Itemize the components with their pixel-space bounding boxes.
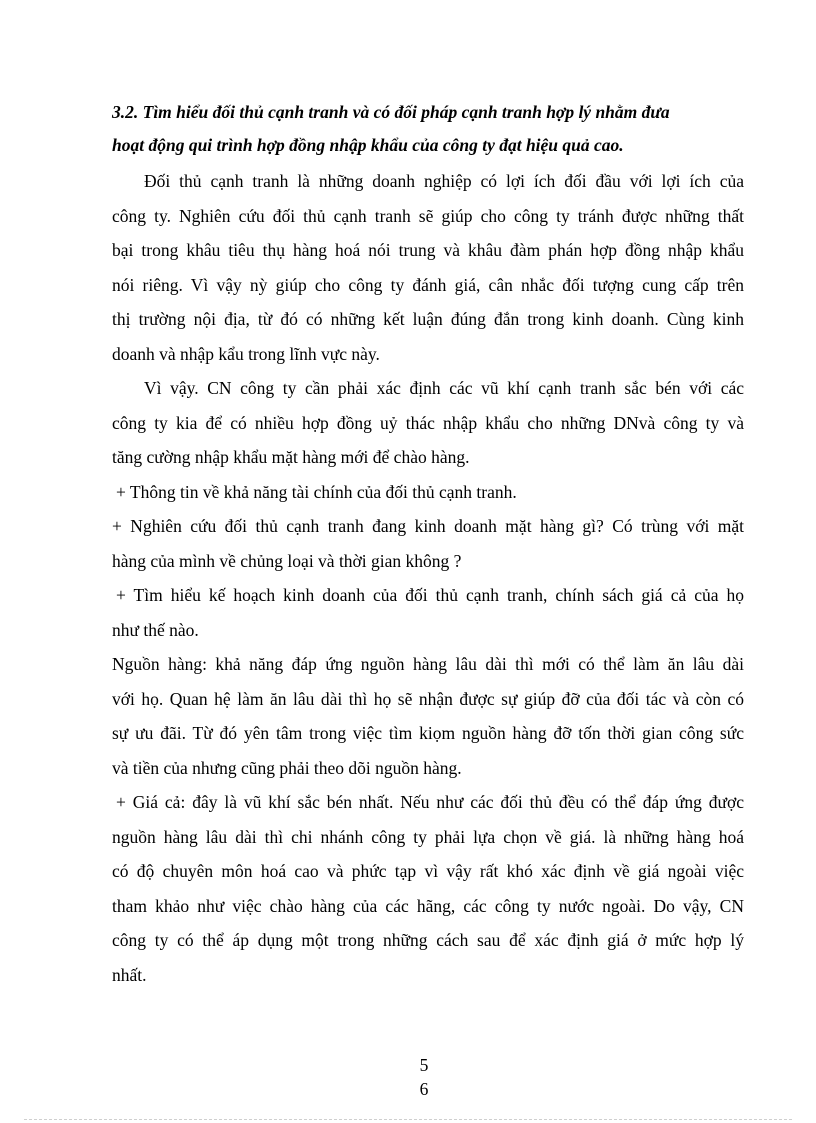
text-line: công ty có thể áp dụng một trong những cách sau để xác định giá ở mức hợp lý xyxy=(112,930,744,950)
bullet-business-plan xyxy=(112,578,744,647)
bullet-price xyxy=(112,785,744,992)
text-line: sự ưu đãi. Từ đó yên tâm trong việc tìm kiọm nguồn hàng đỡ tốn thời gian công sức xyxy=(112,723,744,743)
bullet-research-products xyxy=(112,509,744,578)
heading-line: hoạt động qui trình hợp đồng nhập khẩu của công ty đạt hiệu quả cao. xyxy=(112,135,624,155)
paragraph-competitors-definition xyxy=(112,164,744,371)
text-line: hàng của mình về chủng loại và thời gian không ? xyxy=(112,550,462,571)
text-line: công ty. Nghiên cứu đối thủ cạnh tranh sẽ giúp cho công ty tránh được những thất xyxy=(112,205,744,226)
text-line: + Tìm hiểu kế hoạch kinh doanh của đối thủ cạnh tranh, chính sách giá cả của họ xyxy=(116,585,744,605)
text-line: doanh và nhập kẩu trong lĩnh vực này. xyxy=(112,343,380,364)
page-number: 6 xyxy=(419,1079,429,1099)
text-line: nói riêng. Vì vậy nỳ giúp cho công ty đánh giá, cân nhắc đối tượng cung cấp trên xyxy=(112,274,744,295)
section-heading xyxy=(112,96,744,162)
document-body xyxy=(112,96,744,992)
text-line: với họ. Quan hệ làm ăn lâu dài thì họ sẽ nhận được sự giúp đỡ của đối tác và còn có xyxy=(112,688,744,709)
text-line: như thế nào. xyxy=(112,619,199,640)
text-line: tăng cường nhập khẩu mặt hàng mới để chào hàng. xyxy=(112,447,470,467)
bullet-financial-info xyxy=(112,475,744,510)
text-line: thị trường nội địa, từ đó có những kết luận đúng đắn trong kinh doanh. Cùng kinh xyxy=(112,309,744,329)
text-line: + Giá cả: đây là vũ khí sắc bén nhất. Nếu như các đối thủ đều có thể đáp ứng được xyxy=(116,792,744,812)
text-line: bại trong khâu tiêu thụ hàng hoá nói trung và khâu đàm phán hợp đồng nhập khẩu xyxy=(112,240,744,260)
text-line: có độ chuyên môn hoá cao và phức tạp vì vậy rất khó xác định về giá ngoài việc xyxy=(112,861,744,881)
text-line: nguồn hàng lâu dài thì chi nhánh công ty phải lựa chọn về giá. là những hàng hoá xyxy=(112,826,744,847)
page-bottom-divider xyxy=(24,1119,792,1120)
paragraph-supply-source xyxy=(112,647,744,785)
text-line: tham khảo như việc chào hàng của các hãng, các công ty nước ngoài. Do vậy, CN xyxy=(112,895,744,916)
page-number: 5 xyxy=(419,1055,429,1075)
text-line: Vì vậy. CN công ty cần phải xác định các vũ khí cạnh tranh sắc bén với các xyxy=(144,378,744,398)
text-line: Đối thủ cạnh tranh là những doanh nghiệp có lợi ích đối đầu với lợi ích của xyxy=(144,171,744,191)
paragraph-competitive-weapons xyxy=(112,371,744,475)
text-line: + Thông tin về khả năng tài chính của đối thủ cạnh tranh. xyxy=(116,481,517,502)
heading-line: 3.2. Tìm hiểu đối thủ cạnh tranh và có đối pháp cạnh tranh hợp lý nhằm đưa xyxy=(112,102,670,122)
text-line: công ty kia để có nhiều hợp đồng uỷ thác nhập khẩu cho những DNvà công ty và xyxy=(112,412,744,433)
text-line: và tiền của nhưng cũng phải theo dõi nguồn hàng. xyxy=(112,757,462,778)
text-line: Nguồn hàng: khả năng đáp ứng nguồn hàng lâu dài thì mới có thể làm ăn lâu dài xyxy=(112,654,744,674)
text-line: nhất. xyxy=(112,964,147,985)
text-line: + Nghiên cứu đối thủ cạnh tranh đang kinh doanh mặt hàng gì? Có trùng với mặt xyxy=(112,516,744,536)
